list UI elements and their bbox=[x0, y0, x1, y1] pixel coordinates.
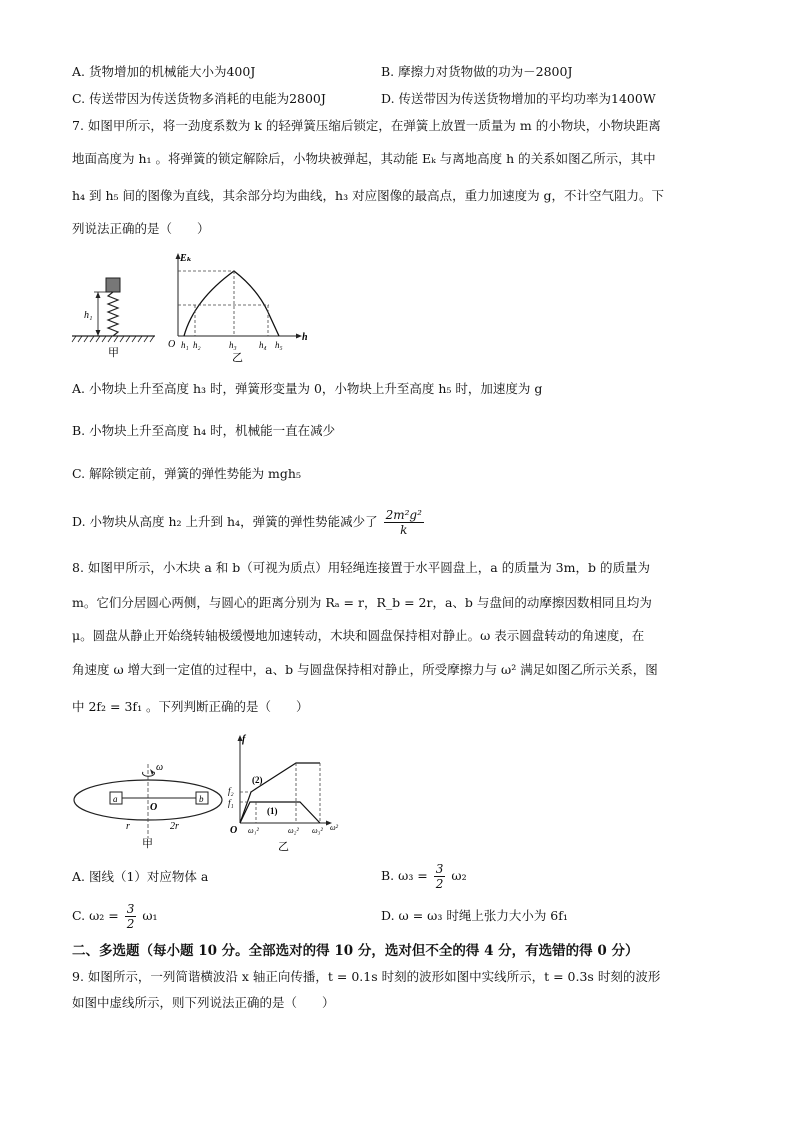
origin-label: O bbox=[168, 339, 176, 350]
q7-stem-line3: h₄ 到 h₅ 间的图像为直线，其余部分均为曲线，h₃ 对应图像的最高点，重力加速度为 g，不计空气阻力。下 bbox=[72, 188, 665, 203]
section-heading: 二、多选题（每小题 10 分。全部选对的得 10 分，选对但不全的得 4 分，有选错的得 0 分） bbox=[72, 943, 639, 959]
f1-label: f₁ bbox=[228, 798, 234, 808]
tick-h5: h₅ bbox=[275, 340, 283, 350]
q8-option-c-suffix: ω₁ bbox=[142, 908, 158, 923]
q7-stem-line4: 列说法正确的是（ ） bbox=[72, 221, 210, 236]
q8-figure-yi bbox=[226, 730, 346, 855]
curve-2 bbox=[240, 763, 320, 823]
tick-h2: h₂ bbox=[193, 340, 201, 350]
jia-label: 甲 bbox=[108, 347, 119, 359]
option-a: A. 货物增加的机械能大小为400J bbox=[72, 64, 256, 79]
tick-h4: h₄ bbox=[259, 340, 267, 350]
curve-2-label: (2) bbox=[252, 775, 263, 785]
q8-option-b-fraction bbox=[434, 862, 446, 891]
q9-stem-line2: 如图中虚线所示，则下列说法正确的是（ ） bbox=[72, 995, 335, 1010]
fraction-numerator: 3 bbox=[126, 902, 135, 916]
q8-option-c-fraction bbox=[125, 902, 137, 931]
spring-icon bbox=[108, 292, 118, 336]
fraction-denominator: 2 bbox=[435, 877, 444, 891]
jia-label: 甲 bbox=[142, 838, 153, 850]
q7-figure-yi bbox=[162, 248, 312, 368]
q8-option-b-prefix: B. ω₃ = bbox=[381, 868, 428, 883]
q7-option-d bbox=[72, 502, 426, 542]
tick-h3: h₃ bbox=[229, 340, 237, 350]
fraction-numerator: 2m²g² bbox=[385, 508, 422, 522]
q8-stem-line5: 中 2f₂ = 3f₁ 。下列判断正确的是（ ） bbox=[72, 699, 309, 714]
tick-omega1: ω₁² bbox=[248, 826, 259, 835]
h1-label: h₁ bbox=[84, 310, 93, 321]
omega-label: ω bbox=[156, 762, 164, 773]
q9-stem-line1: 9. 如图所示，一列简谐横波沿 x 轴正向传播，t = 0.1s 时刻的波形如图中实线所示，t = 0.3s 时刻的波形 bbox=[72, 969, 661, 984]
q8-option-c bbox=[72, 898, 158, 934]
block-b-label: b bbox=[199, 794, 204, 804]
option-d: D. 传送带因为传送货物增加的平均功率为1400W bbox=[381, 91, 656, 106]
r-label: r bbox=[126, 821, 130, 832]
q8-option-a: A. 图线（1）对应物体 a bbox=[72, 869, 209, 884]
q8-stem-line3: μ。圆盘从静止开始绕转轴极缓慢地加速转动，木块和圆盘保持相对静止。ω 表示圆盘转动的角速度，在 bbox=[72, 628, 645, 643]
fraction-numerator: 3 bbox=[435, 862, 444, 876]
ek-curve bbox=[184, 271, 279, 336]
q7-option-d-text: D. 小物块从高度 h₂ 上升到 h₄，弹簧的弹性势能减少了 bbox=[72, 514, 378, 529]
fraction-denominator: 2 bbox=[126, 917, 135, 931]
q8-option-b-suffix: ω₂ bbox=[451, 868, 467, 883]
option-b: B. 摩擦力对货物做的功为－2800J bbox=[381, 64, 573, 79]
f-axis-label: f bbox=[242, 734, 246, 745]
curve-1 bbox=[240, 802, 320, 823]
center-label: O bbox=[150, 802, 158, 813]
fraction-denominator: k bbox=[400, 523, 408, 537]
q8-figure-jia bbox=[70, 758, 238, 853]
curve-1-label: (1) bbox=[267, 806, 278, 816]
ek-label: Eₖ bbox=[180, 253, 192, 264]
q8-stem-line2: m。它们分居圆心两侧，与圆心的距离分别为 Rₐ = r，R_b = 2r，a、b 与盘间的动摩擦因数相同且均为 bbox=[72, 595, 652, 610]
q8-stem-line1: 8. 如图甲所示，小木块 a 和 b（可视为质点）用轻绳连接置于水平圆盘上，a 的质量为 3m，b 的质量为 bbox=[72, 560, 650, 575]
q8-option-d: D. ω = ω₃ 时绳上张力大小为 6f₁ bbox=[381, 908, 568, 923]
q7-figure-jia bbox=[70, 270, 170, 365]
block-a-label: a bbox=[113, 794, 118, 804]
x-axis-label: ω² bbox=[330, 823, 339, 832]
2r-label: 2r bbox=[170, 821, 179, 832]
tick-h1: h₁ bbox=[181, 340, 189, 350]
q7-stem-line1: 7. 如图甲所示，将一劲度系数为 k 的轻弹簧压缩后锁定，在弹簧上放置一质量为 m 的小物块，小物块距离 bbox=[72, 118, 661, 133]
f2-label: f₂ bbox=[228, 786, 234, 796]
q8-option-b bbox=[381, 858, 467, 894]
q8-option-c-prefix: C. ω₂ = bbox=[72, 908, 119, 923]
yi-label: 乙 bbox=[278, 841, 289, 853]
q8-stem-line4: 角速度 ω 增大到一定值的过程中，a、b 与圆盘保持相对静止，所受摩擦力与 ω² 满足如图乙所示关系，图 bbox=[72, 662, 658, 677]
q7-option-d-fraction bbox=[384, 508, 424, 537]
tick-omega2: ω₂² bbox=[288, 826, 299, 835]
h-axis-label: h bbox=[302, 332, 308, 343]
q7-option-b: B. 小物块上升至高度 h₄ 时，机械能一直在减少 bbox=[72, 423, 336, 438]
q7-stem-line2: 地面高度为 h₁ 。将弹簧的锁定解除后，小物块被弹起，其动能 Eₖ 与离地高度 h 的关系如图乙所示，其中 bbox=[72, 151, 656, 166]
option-c: C. 传送带因为传送货物多消耗的电能为2800J bbox=[72, 91, 326, 106]
yi-label: 乙 bbox=[232, 352, 243, 364]
q7-option-a: A. 小物块上升至高度 h₃ 时，弹簧形变量为 0，小物块上升至高度 h₅ 时，加速度为 g bbox=[72, 381, 543, 396]
origin-label: O bbox=[230, 825, 238, 836]
block-icon bbox=[106, 278, 120, 292]
q7-option-c: C. 解除锁定前，弹簧的弹性势能为 mgh₅ bbox=[72, 466, 301, 481]
tick-omega3: ω₃² bbox=[312, 826, 323, 835]
